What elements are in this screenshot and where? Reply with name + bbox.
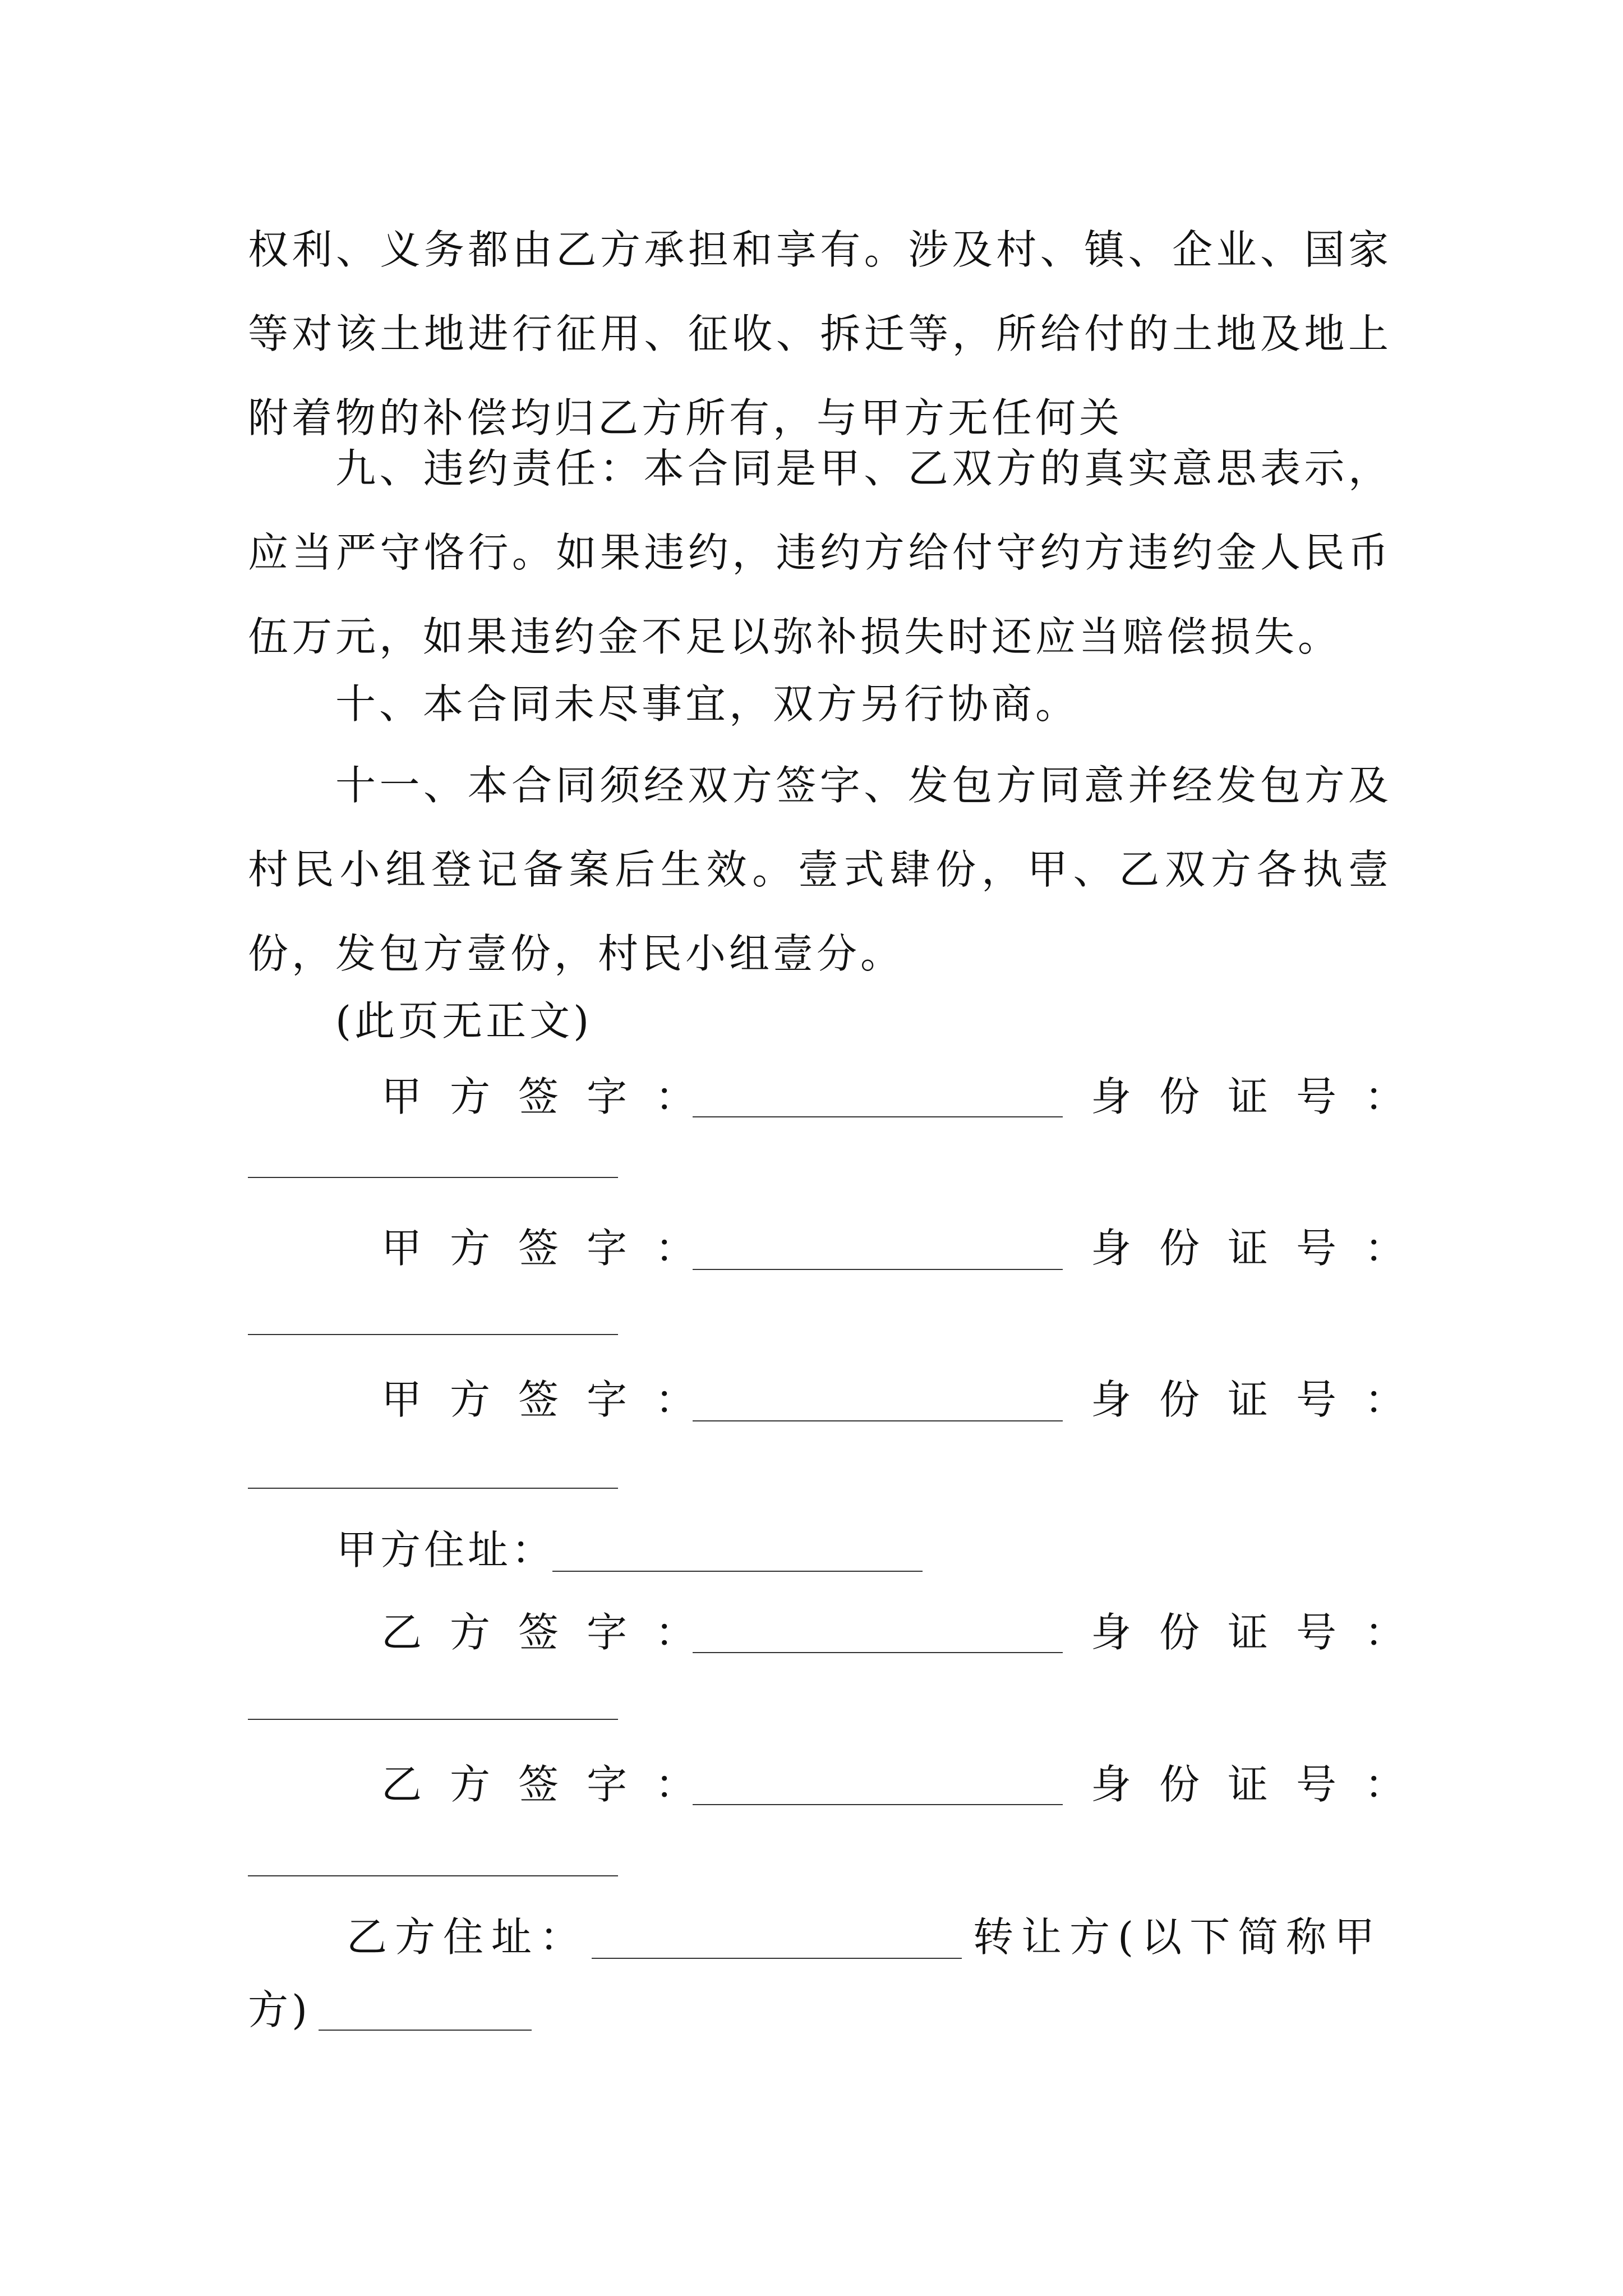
party-b-address-label: 乙方住址： xyxy=(347,1913,588,1961)
paragraph-clause-eleven: 十一、本合同须经双方签字、发包方同意并经发包方及村民小组登记备案后生效。壹式肆份，甲、乙双方各执壹份，发包方壹份，村民小组壹分。 xyxy=(248,762,1392,977)
party-a-id-blank-3[interactable] xyxy=(248,1488,618,1489)
paragraph-clause-ten: 十、本合同未尽事宜，双方另行协商。 xyxy=(335,680,1080,728)
party-a-id-blank-1[interactable] xyxy=(248,1177,618,1178)
party-b-id-blank-2[interactable] xyxy=(248,1875,618,1876)
paragraph-rights: 权利、义务都由乙方承担和享有。涉及村、镇、企业、国家等对该土地进行征用、征收、拆迁等，所给付的土地及地上附着物的补偿均归乙方所有，与甲方无任何关 xyxy=(248,226,1392,441)
paragraph-no-text-note: (此页无正文) xyxy=(335,997,593,1045)
party-b-address-blank[interactable] xyxy=(592,1958,962,1959)
paragraph-clause-nine: 九、违约责任：本合同是甲、乙双方的真实意思表示，应当严守恪行。如果违约，违约方给付守约方违约金人民币伍万元，如果违约金不足以弥补损失时还应当赔偿损失。 xyxy=(248,445,1392,660)
party-a-sign-label-3: 甲方签字： xyxy=(381,1376,724,1423)
party-b-sign-blank-2[interactable] xyxy=(693,1804,1063,1805)
party-a-sign-blank-2[interactable] xyxy=(693,1269,1063,1270)
party-a-id-blank-2[interactable] xyxy=(248,1334,618,1335)
party-a-address-label: 甲方住址： xyxy=(336,1526,556,1573)
party-b-sign-label-2: 乙方签字： xyxy=(381,1761,724,1808)
party-a-address-blank[interactable] xyxy=(552,1571,923,1572)
party-a-sign-label-1: 甲方签字： xyxy=(381,1073,724,1120)
party-a-id-label-1: 身份证号： xyxy=(1091,1073,1433,1120)
party-a-id-label-3: 身份证号： xyxy=(1091,1376,1433,1423)
party-a-sign-label-2: 甲方签字： xyxy=(381,1225,724,1272)
party-b-sign-blank-1[interactable] xyxy=(693,1652,1063,1653)
party-b-sign-label-1: 乙方签字： xyxy=(381,1609,724,1656)
transferor-label-line1: 转让方(以下简称甲 xyxy=(973,1913,1383,1961)
transferor-name-blank[interactable] xyxy=(319,2030,532,2031)
party-b-id-blank-1[interactable] xyxy=(248,1719,618,1720)
party-b-id-label-2: 身份证号： xyxy=(1091,1761,1433,1808)
transferor-label-line2: 方) xyxy=(248,1986,311,2033)
party-a-sign-blank-1[interactable] xyxy=(693,1116,1063,1117)
party-a-sign-blank-3[interactable] xyxy=(693,1420,1063,1421)
party-b-id-label-1: 身份证号： xyxy=(1091,1609,1433,1656)
party-a-id-label-2: 身份证号： xyxy=(1091,1225,1433,1272)
